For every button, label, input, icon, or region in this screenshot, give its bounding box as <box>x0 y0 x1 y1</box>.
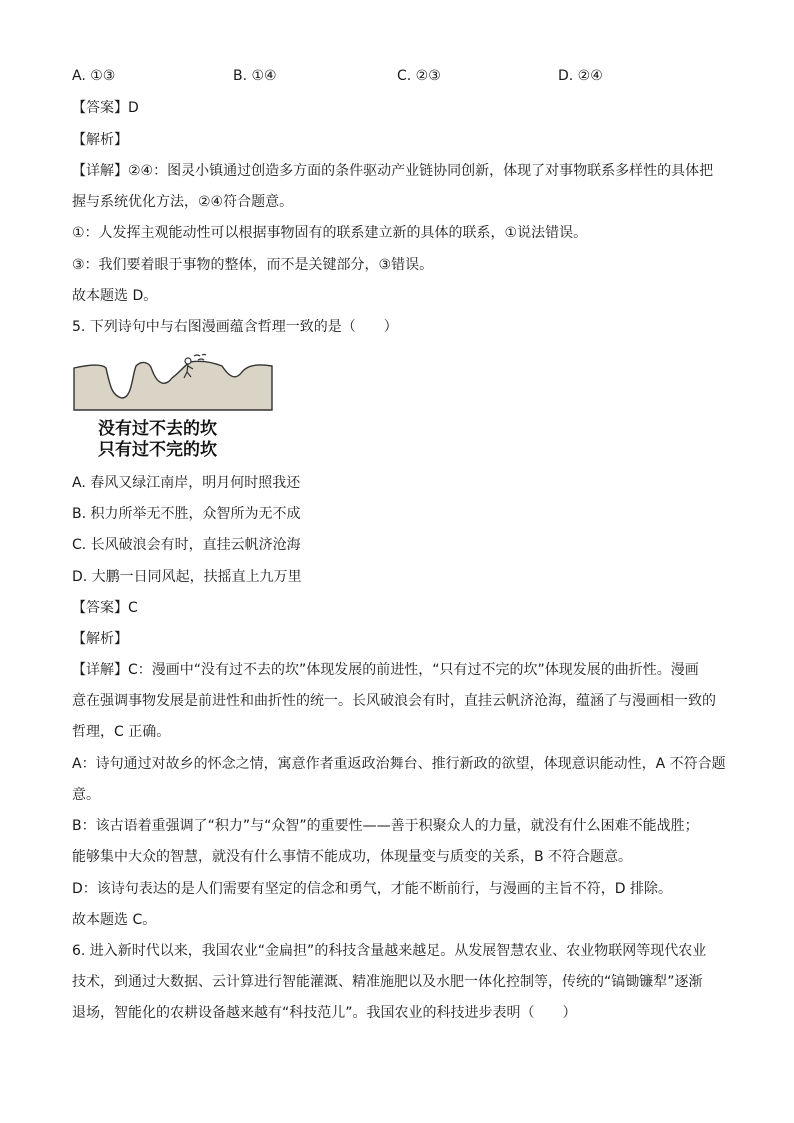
q5-analysis-label: 【解析】 <box>72 631 128 647</box>
q5-detail-line: D：该诗句表达的是人们需要有坚定的信念和勇气，才能不断前行，与漫画的主旨不符，D 排除。 <box>72 881 673 897</box>
q5-detail-line: 意。 <box>72 787 100 803</box>
q6-stem-line: 退场，智能化的农耕设备越来越有“科技范儿”。我国农业的科技进步表明（ ） <box>72 1005 577 1021</box>
q4-option-a: A. ①③ <box>72 68 116 84</box>
q4-answer <box>72 98 139 118</box>
q4-detail-line <box>72 161 713 181</box>
q4-detail-line: 握与系统优化方法，②④符合题意。 <box>72 194 294 210</box>
q5-stem: 5. 下列诗句中与右图漫画蕴含哲理一致的是（ ） <box>72 319 398 335</box>
detail-text: ②④：图灵小镇通过创造多方面的条件驱动产业链协同创新，体现了对事物联系多样性的具体把 <box>128 163 714 179</box>
q5-option-d: D. 大鹏一日同风起，扶摇直上九万里 <box>72 569 302 585</box>
q4-conclusion: 故本题选 D。 <box>72 288 158 304</box>
answer-value: C <box>128 600 138 616</box>
q6-stem-line: 6. 进入新时代以来，我国农业“金扁担”的科技含量越来越足。从发展智慧农业、农业物联网等现代农业 <box>72 943 707 959</box>
q5-detail-line: 意在强调事物发展是前进性和曲折性的统一。长风破浪会有时，直挂云帆济沧海，蕴涵了与漫画相一致的 <box>72 693 716 709</box>
q4-analysis-label: 【解析】 <box>72 132 128 148</box>
q5-answer <box>72 598 138 618</box>
q5-detail-line: B：该古语着重强调了“积力”与“众智”的重要性——善于积聚众人的力量，就没有什么困难不能战胜； <box>72 818 699 834</box>
detail-label: 【详解】 <box>72 163 128 179</box>
cartoon-caption-line-1: 没有过不去的坎 <box>98 419 217 439</box>
q5-conclusion: 故本题选 C。 <box>72 912 157 928</box>
answer-label: 【答案】 <box>72 600 128 616</box>
detail-label: 【详解】 <box>72 662 128 678</box>
q4-detail-line: ①：人发挥主观能动性可以根据事物固有的联系建立新的具体的联系，①说法错误。 <box>72 225 588 241</box>
q4-detail-line: ③：我们要着眼于事物的整体，而不是关键部分，③错误。 <box>72 257 434 273</box>
q5-detail-line: A：诗句通过对故乡的怀念之情，寓意作者重返政治舞台、推行新政的欲望，体现意识能动性，A 不符合题 <box>72 756 726 772</box>
q5-option-c: C. 长风破浪会有时，直挂云帆济沧海 <box>72 537 301 553</box>
cartoon-caption-line-2: 只有过不完的坎 <box>98 440 217 460</box>
q5-detail-line <box>72 660 699 680</box>
q5-detail-line: 哲理，C 正确。 <box>72 724 171 740</box>
q5-option-a: A. 春风又绿江南岸，明月何时照我还 <box>72 475 301 491</box>
q5-option-b: B. 积力所举无不胜，众智所为无不成 <box>72 506 301 522</box>
q6-stem-line: 技术，到通过大数据、云计算进行智能灌溉、精准施肥以及水肥一体化控制等，传统的“镐锄镰犁”逐渐 <box>72 974 703 990</box>
q4-option-c: C. ②③ <box>397 68 441 84</box>
q4-option-d: D. ②④ <box>558 68 603 84</box>
detail-text: C：漫画中“没有过不去的坎”体现发展的前进性，“只有过不完的坎”体现发展的曲折性。漫画 <box>128 662 699 678</box>
q5-cartoon <box>72 352 276 460</box>
q5-detail-line: 能够集中大众的智慧，就没有什么事情不能成功，体现量变与质变的关系，B 不符合题意。 <box>72 849 633 865</box>
cartoon-illustration <box>72 352 276 460</box>
answer-label: 【答案】 <box>72 100 128 116</box>
answer-value: D <box>128 100 139 116</box>
q4-option-b: B. ①④ <box>233 68 277 84</box>
